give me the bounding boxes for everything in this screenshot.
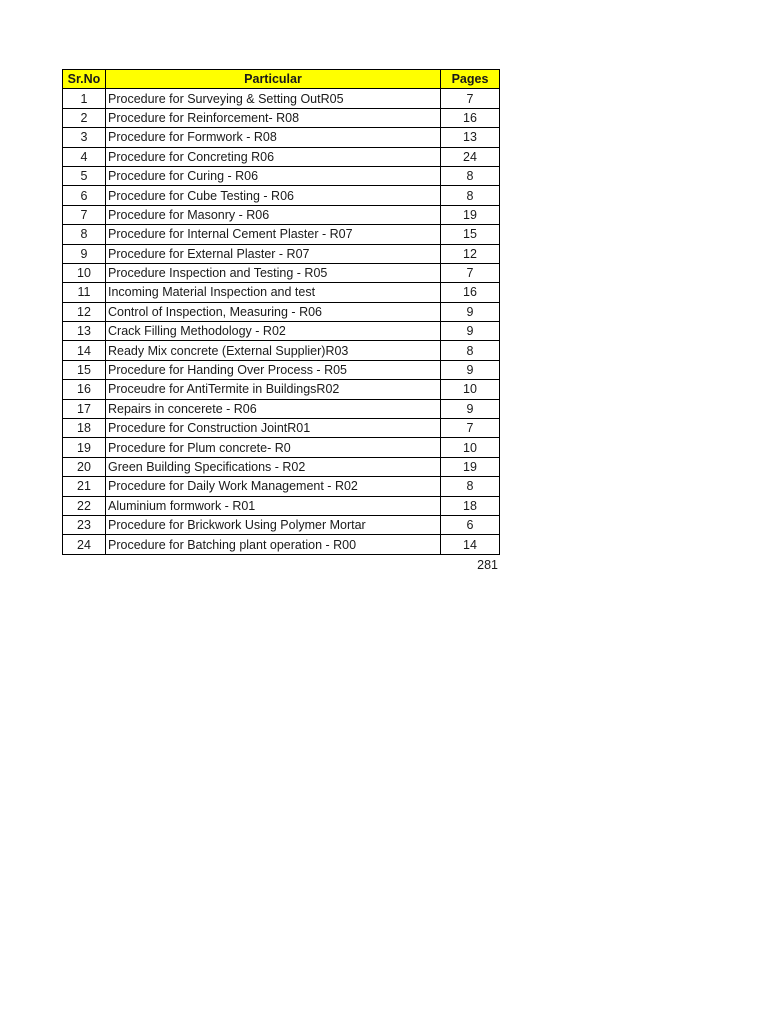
sr-no-cell: 17 <box>63 399 106 418</box>
table-row <box>63 244 500 263</box>
sr-no-cell: 6 <box>63 186 106 205</box>
sr-no-cell: 20 <box>63 457 106 476</box>
sr-no-cell: 10 <box>63 263 106 282</box>
particular-cell: Procedure for Batching plant operation - R00 <box>106 535 441 554</box>
document-sheet <box>62 69 500 572</box>
table-row <box>63 496 500 515</box>
table-row <box>63 515 500 534</box>
particular-cell: Aluminium formwork - R01 <box>106 496 441 515</box>
sr-no-cell: 19 <box>63 438 106 457</box>
pages-cell: 8 <box>441 477 500 496</box>
sr-no-cell: 16 <box>63 380 106 399</box>
sr-no-cell: 11 <box>63 283 106 302</box>
pages-cell: 7 <box>441 263 500 282</box>
particular-cell: Crack Filling Methodology - R02 <box>106 322 441 341</box>
pages-cell: 16 <box>441 283 500 302</box>
table-row <box>63 438 500 457</box>
table-body <box>63 89 500 554</box>
pages-cell: 18 <box>441 496 500 515</box>
header-sr-no: Sr.No <box>63 70 106 89</box>
pages-cell: 9 <box>441 322 500 341</box>
table-row <box>63 186 500 205</box>
pages-cell: 19 <box>441 457 500 476</box>
sr-no-cell: 22 <box>63 496 106 515</box>
pages-cell: 15 <box>441 225 500 244</box>
table-row <box>63 302 500 321</box>
pages-cell: 7 <box>441 419 500 438</box>
header-particular: Particular <box>106 70 441 89</box>
table-row <box>63 419 500 438</box>
pages-cell: 6 <box>441 515 500 534</box>
particular-cell: Repairs in concerete - R06 <box>106 399 441 418</box>
table-row <box>63 166 500 185</box>
particular-cell: Procedure for Formwork - R08 <box>106 128 441 147</box>
particular-cell: Proceudre for AntiTermite in BuildingsR02 <box>106 380 441 399</box>
table-row <box>63 283 500 302</box>
sr-no-cell: 18 <box>63 419 106 438</box>
sr-no-cell: 24 <box>63 535 106 554</box>
table-row <box>63 477 500 496</box>
pages-cell: 8 <box>441 341 500 360</box>
sr-no-cell: 15 <box>63 360 106 379</box>
sr-no-cell: 7 <box>63 205 106 224</box>
sr-no-cell: 8 <box>63 225 106 244</box>
table-row <box>63 205 500 224</box>
particular-cell: Procedure for Surveying & Setting OutR05 <box>106 89 441 108</box>
pages-cell: 10 <box>441 380 500 399</box>
table-row <box>63 380 500 399</box>
pages-cell: 12 <box>441 244 500 263</box>
particular-cell: Procedure for Internal Cement Plaster - R07 <box>106 225 441 244</box>
particular-cell: Procedure for Reinforcement- R08 <box>106 108 441 127</box>
particular-cell: Procedure Inspection and Testing - R05 <box>106 263 441 282</box>
particular-cell: Green Building Specifications - R02 <box>106 457 441 476</box>
pages-cell: 9 <box>441 302 500 321</box>
table-row <box>63 399 500 418</box>
pages-cell: 16 <box>441 108 500 127</box>
pages-cell: 9 <box>441 360 500 379</box>
sr-no-cell: 21 <box>63 477 106 496</box>
particular-cell: Incoming Material Inspection and test <box>106 283 441 302</box>
particular-cell: Procedure for Daily Work Management - R02 <box>106 477 441 496</box>
total-pages: 281 <box>477 558 498 572</box>
procedure-index-table <box>62 69 500 555</box>
particular-cell: Procedure for Masonry - R06 <box>106 205 441 224</box>
table-row <box>63 147 500 166</box>
sr-no-cell: 4 <box>63 147 106 166</box>
sr-no-cell: 5 <box>63 166 106 185</box>
particular-cell: Procedure for Construction JointR01 <box>106 419 441 438</box>
particular-cell: Procedure for Cube Testing - R06 <box>106 186 441 205</box>
pages-cell: 8 <box>441 186 500 205</box>
table-row <box>63 263 500 282</box>
pages-cell: 13 <box>441 128 500 147</box>
table-row <box>63 225 500 244</box>
table-row <box>63 360 500 379</box>
sr-no-cell: 2 <box>63 108 106 127</box>
sr-no-cell: 9 <box>63 244 106 263</box>
table-row <box>63 341 500 360</box>
particular-cell: Ready Mix concrete (External Supplier)R03 <box>106 341 441 360</box>
pages-cell: 10 <box>441 438 500 457</box>
sr-no-cell: 3 <box>63 128 106 147</box>
pages-cell: 14 <box>441 535 500 554</box>
particular-cell: Procedure for Plum concrete- R0 <box>106 438 441 457</box>
particular-cell: Procedure for External Plaster - R07 <box>106 244 441 263</box>
table-row <box>63 457 500 476</box>
table-row <box>63 108 500 127</box>
table-row <box>63 128 500 147</box>
sr-no-cell: 23 <box>63 515 106 534</box>
sr-no-cell: 12 <box>63 302 106 321</box>
table-row <box>63 89 500 108</box>
header-pages: Pages <box>441 70 500 89</box>
pages-cell: 7 <box>441 89 500 108</box>
table-row <box>63 322 500 341</box>
pages-cell: 24 <box>441 147 500 166</box>
sr-no-cell: 1 <box>63 89 106 108</box>
pages-cell: 9 <box>441 399 500 418</box>
table-row <box>63 535 500 554</box>
particular-cell: Procedure for Curing - R06 <box>106 166 441 185</box>
pages-cell: 19 <box>441 205 500 224</box>
particular-cell: Procedure for Handing Over Process - R05 <box>106 360 441 379</box>
particular-cell: Procedure for Concreting R06 <box>106 147 441 166</box>
header-row <box>63 70 500 89</box>
particular-cell: Control of Inspection, Measuring - R06 <box>106 302 441 321</box>
sr-no-cell: 13 <box>63 322 106 341</box>
pages-cell: 8 <box>441 166 500 185</box>
particular-cell: Procedure for Brickwork Using Polymer Mortar <box>106 515 441 534</box>
sr-no-cell: 14 <box>63 341 106 360</box>
